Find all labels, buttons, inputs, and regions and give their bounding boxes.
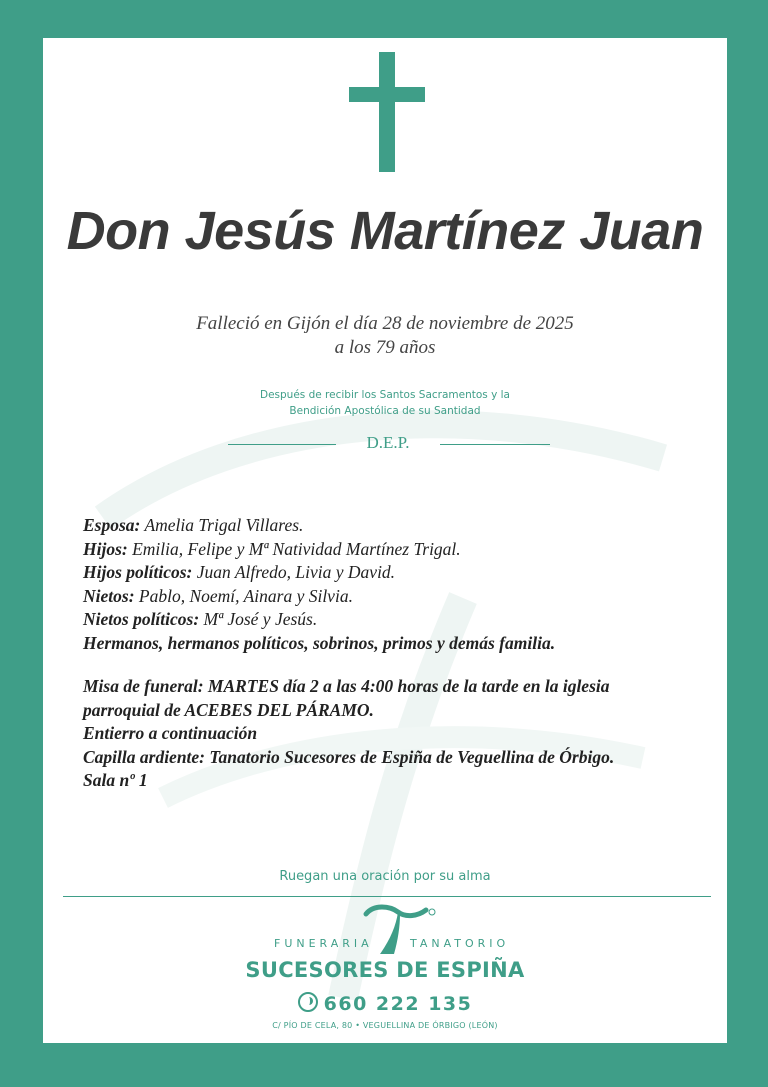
sacraments-line-2: Bendición Apostólica de su Santidad bbox=[289, 405, 481, 417]
phone-number: 660 222 135 bbox=[323, 993, 473, 1015]
burial-line: Entierro a continuación bbox=[83, 723, 258, 743]
family-names: Juan Alfredo, Livia y David. bbox=[196, 562, 396, 582]
phone-row bbox=[43, 992, 727, 1015]
mass-line-2: parroquial de ACEBES DEL PÁRAMO. bbox=[83, 699, 374, 720]
prayer-request: Ruegan una oración por su alma bbox=[279, 869, 491, 884]
family-row-grandchildren bbox=[83, 585, 723, 609]
family-label: Hijos políticos: bbox=[83, 562, 193, 582]
funeral-details bbox=[83, 675, 723, 793]
deceased-name: Don Jesús Martínez Juan bbox=[66, 201, 704, 261]
company-name: SUCESORES DE ESPIÑA bbox=[245, 958, 525, 982]
death-age: a los 79 años bbox=[334, 337, 436, 358]
family-names: Emilia, Felipe y Mª Natividad Martínez Trigal. bbox=[132, 538, 461, 559]
tanatorio-label: TANATORIO bbox=[410, 937, 510, 950]
room-line: Sala nº 1 bbox=[83, 770, 148, 790]
family-label: Hijos: bbox=[83, 538, 128, 559]
family-names: Mª José y Jesús. bbox=[203, 609, 318, 629]
family-names: Amelia Trigal Villares. bbox=[144, 515, 304, 535]
funeraria-label: FUNERARIA bbox=[274, 937, 373, 950]
sacraments-line-1: Después de recibir los Santos Sacramentos y la bbox=[259, 389, 510, 401]
family-row-spouse bbox=[83, 514, 723, 538]
family-closing: Hermanos, hermanos políticos, sobrinos, primos y demás familia. bbox=[83, 632, 556, 653]
sacraments-note bbox=[43, 387, 727, 419]
family-label: Esposa: bbox=[83, 515, 141, 535]
family-label: Nietos políticos: bbox=[83, 609, 200, 629]
phone-icon bbox=[298, 992, 318, 1012]
mass-line-1: Misa de funeral: MARTES día 2 a las 4:00 horas de la tarde en la iglesia bbox=[83, 676, 610, 696]
dep-label: D.E.P. bbox=[366, 433, 410, 452]
family-row-children-in-law bbox=[83, 561, 723, 585]
chapel-line: Capilla ardiente: Tanatorio Sucesores de Espiña de Veguellina de Órbigo. bbox=[83, 746, 615, 767]
footer-divider bbox=[63, 896, 711, 897]
family-row-grandchildren-in-law bbox=[83, 608, 723, 632]
dep-divider-left bbox=[228, 444, 336, 445]
family-list bbox=[83, 514, 723, 655]
family-row-children bbox=[83, 538, 723, 562]
death-notice bbox=[43, 312, 727, 360]
company-address: C/ PÍO DE CELA, 80 • VEGUELLINA DE ÓRBIGO (LEÓN) bbox=[272, 1021, 498, 1030]
family-label: Nietos: bbox=[83, 585, 135, 606]
family-names: Pablo, Noemí, Ainara y Silvia. bbox=[138, 585, 353, 606]
dep-divider-right bbox=[440, 444, 550, 445]
death-date: Falleció en Gijón el día 28 de noviembre de 2025 bbox=[196, 313, 574, 334]
